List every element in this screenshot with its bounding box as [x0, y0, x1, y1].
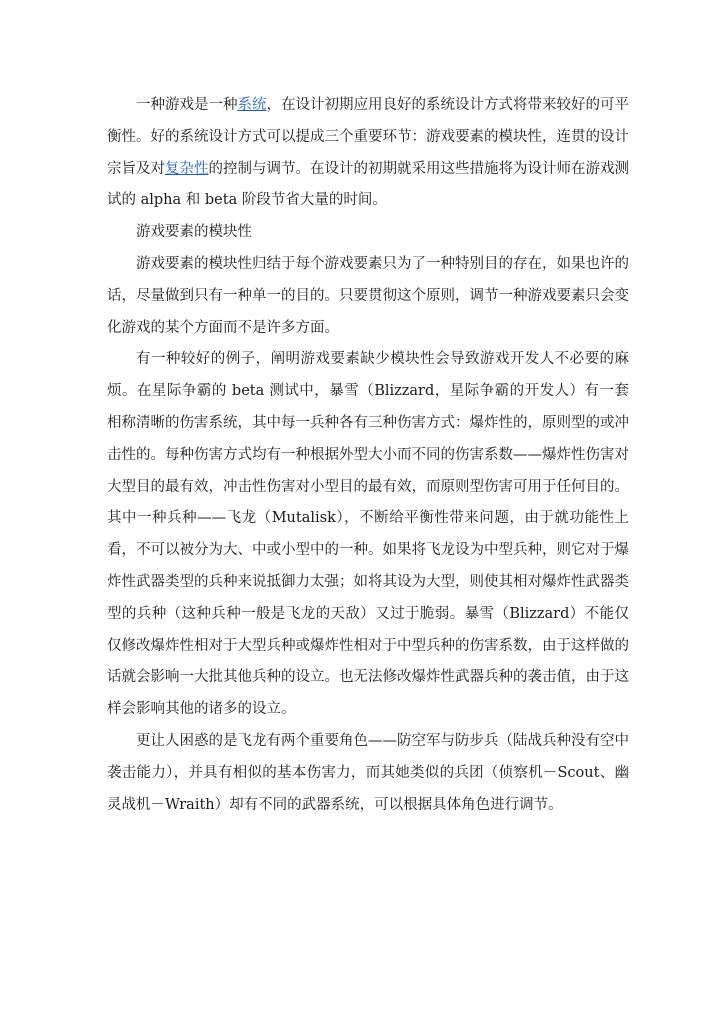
paragraph-example: 有一种较好的例子，阐明游戏要素缺少模块性会导致游戏开发人不必要的麻烦。在星际争霸的 beta 测试中，暴雪（Blizzard，星际争霸的开发人）有一套相称清晰的伤害系统，其中每一兵种各有三种伤害方式：爆炸性的，原则型的或冲击性的。每种伤害方式均有一种根据外型大小而不同的伤害系数——爆炸性伤害对大型目的最有效，冲击性伤害对小型目的最有效，而原则型伤害可用于任何目的。其中一种兵种——飞龙（Mutalisk），不断给平衡性带来问题，由于就功能性上看，不可以被分为大、中或小型中的一种。如果将飞龙设为中型兵种，则它对于爆炸性武器类型的兵种来说抵御力太强；如将其设为大型，则使其相对爆炸性武器类型的兵种（这种兵种一般是飞龙的天敌）又过于脆弱。暴雪（Blizzard）不能仅仅修改爆炸性相对于大型兵种或爆炸性相对于中型兵种的伤害系数，由于这样做的话就会影响一大批其他兵种的设立。也无法修改爆炸性武器兵种的袭击值，由于这样会影响其他的诸多的设立。 [107, 351, 629, 718]
intro-text-end: 的控制与调节。在设计的初期就采用这些措施将为设计师在游戏测试的 alpha 和 beta 阶段节省大量的时间。 [107, 160, 629, 209]
paragraph-mutalisk-roles: 更让人困惑的是飞龙有两个重要角色——防空军与防步兵（陆战兵种没有空中袭击能力），并具有相似的基本伤害力，而其她类似的兵团（侦察机－Scout、幽灵战机－Wraith）却有不同的武器系统，可以根据具体角色进行调节。 [107, 732, 629, 813]
link-system[interactable]: 系统 [237, 97, 267, 113]
section-heading: 游戏要素的模块性 [136, 224, 252, 241]
paragraph-intro [107, 90, 629, 217]
intro-text-middle: ，在设计初期应用良好的系统设计方式将带来较好的可平衡性。好的系统设计方式可以提成三个重要环节：游戏要素的模块性，连贯的设计宗旨及对 [107, 97, 629, 177]
document-body [107, 90, 629, 821]
paragraph-modularity: 游戏要素的模块性归结于每个游戏要素只为了一种特别目的存在，如果也许的话，尽量做到只有一种单一的目的。只要贯彻这个原则，调节一种游戏要素只会变化游戏的某个方面而不是许多方面。 [107, 255, 629, 336]
intro-text-start: 一种游戏是一种 [136, 97, 238, 113]
link-complexity[interactable]: 复杂性 [165, 160, 209, 177]
